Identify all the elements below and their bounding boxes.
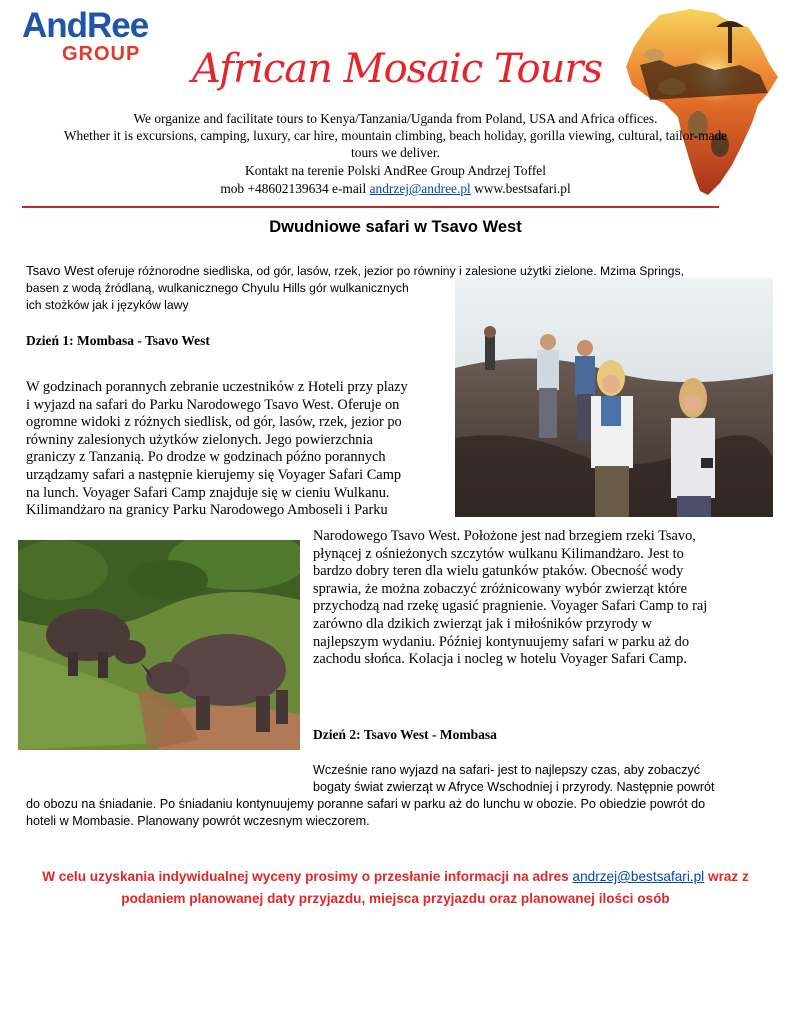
day1-cont-line: najlepszym wydaniu. Później kontynuujemy safari w parku aż do <box>313 633 690 650</box>
day2-line: do obozu na śniadanie. Po śniadaniu kontynuujemy poranne safari w parku aż do lunchu w obozie. Po obiedzie powrót do <box>26 797 706 811</box>
day2-heading: Dzień 2: Tsavo West - Mombasa <box>313 727 497 742</box>
group-logo-text: GROUP <box>62 43 141 65</box>
day1-cont-line: płynącej z ośnieżonych szczytów wulkanu Kilimandżaro. Jest to <box>313 545 684 562</box>
day1-heading: Dzień 1: Mombasa - Tsavo West <box>26 333 210 348</box>
header-phone-email-line <box>0 181 791 197</box>
header-intro-line: We organize and facilitate tours to Kenya/Tanzania/Uganda from Poland, USA and Africa offices. <box>133 111 658 126</box>
cta-email-link[interactable]: andrzej@bestsafari.pl <box>572 869 705 884</box>
header-divider <box>22 206 719 208</box>
email-link[interactable]: andrzej@andree.pl <box>369 181 471 196</box>
intro-line: ich stożków jak i języków lawy <box>26 298 189 312</box>
page-title: Dwudniowe safari w Tsavo West <box>269 218 522 236</box>
day2-paragraph-continued <box>26 796 776 830</box>
header-contact-line: Kontakt na terenie Polski AndRee Group Andrzej Toffel <box>245 163 546 178</box>
intro-line-text: oferuje różnorodne siedliska, od gór, lasów, rzek, jezior po równiny i zalesione użytki zielone. Mzima Springs, <box>93 264 684 278</box>
day1-cont-line: zarówno dla dzikich zwierząt jak i miłośników przyrody w <box>313 615 652 632</box>
day1-line: urządzamy safari a następnie kierujemy się Voyager Safari Camp <box>26 466 402 483</box>
day1-line: graniczy z Tanzanią. Po drodze w godzinach późno porannych <box>26 449 386 466</box>
quote-request-notice <box>0 866 791 910</box>
day1-line: W godzinach porannych zebranie uczestników z Hoteli przy plazy <box>26 379 408 395</box>
day1-paragraph-continued <box>313 528 768 669</box>
cta-text: W celu uzyskania indywidualnej wyceny prosimy o przesłanie informacji na adres <box>42 869 573 884</box>
cta-line: podaniem planowanej daty przyjazdu, miejsca przyjazdu oraz planowanej ilości osób <box>121 891 670 906</box>
phone-text: mob +48602139634 e-mail <box>220 181 370 196</box>
site-title: African Mosaic Tours <box>192 46 603 92</box>
day1-line: na lunch. Voyager Safari Camp znajduje się w cieniu Wulkanu. <box>26 484 390 501</box>
day1-cont-line: przychodzą nad rzekę ugasić pragnienie. Voyager Safari Camp to raj <box>313 598 708 615</box>
day1-cont-line: bardzo dobry teren dla wielu gatunków ptaków. Obecność wody <box>313 563 684 580</box>
day2-line: hoteli w Mombasie. Planowany powrót wczesnym wieczorem. <box>26 814 370 828</box>
day1-cont-line: sprawia, że można zobaczyć zróżnicowany wybór zwierząt które <box>313 580 687 597</box>
day2-line: Wcześnie rano wyjazd na safari- jest to najlepszy czas, aby zobaczyć <box>313 763 701 777</box>
header-services-line: Whether it is excursions, camping, luxury, car hire, mountain climbing, beach holiday, gorilla viewing, cultural, tailor-made <box>63 128 728 143</box>
tourists-photo <box>455 278 773 517</box>
day1-paragraph <box>26 379 446 520</box>
cta-text-end: wraz z <box>704 869 749 884</box>
cta-line <box>0 866 791 888</box>
header-services-line-end: tours we deliver. <box>351 145 440 160</box>
day1-line: ogromne widoki z różnych siedlisk, od gór, lasów, rzek, jezior po <box>26 414 402 431</box>
day1-cont-line: zachodu słońca. Kolacja i nocleg w hotelu Voyager Safari Camp. <box>313 651 687 668</box>
intro-line: basen z wodą źródlaną, wulkanicznego Chyulu Hills gór wulkanicznych <box>26 281 409 295</box>
day1-line: Kilimandżaro na granicy Parku Narodowego Amboseli i Parku <box>26 502 388 519</box>
day1-cont-line: Narodowego Tsavo West. Położone jest nad brzegiem rzeki Tsavo, <box>313 528 696 544</box>
day1-line: równiny zalesionych użytków zielonych. Jego powierzchnia <box>26 431 373 448</box>
website-text: www.bestsafari.pl <box>470 181 571 196</box>
day1-line: i wyjazd na safari do Parku Narodowego Tsavo West. Oferuje on <box>26 396 400 413</box>
day2-paragraph <box>313 762 773 796</box>
andree-logo-text: AndRee <box>22 6 149 45</box>
day2-line: bogaty świat zwierząt w Afryce Wschodniej i przyrody. Następnie powrót <box>313 780 715 794</box>
rhinos-photo <box>18 540 300 750</box>
intro-first-word: Tsavo West <box>26 263 94 278</box>
